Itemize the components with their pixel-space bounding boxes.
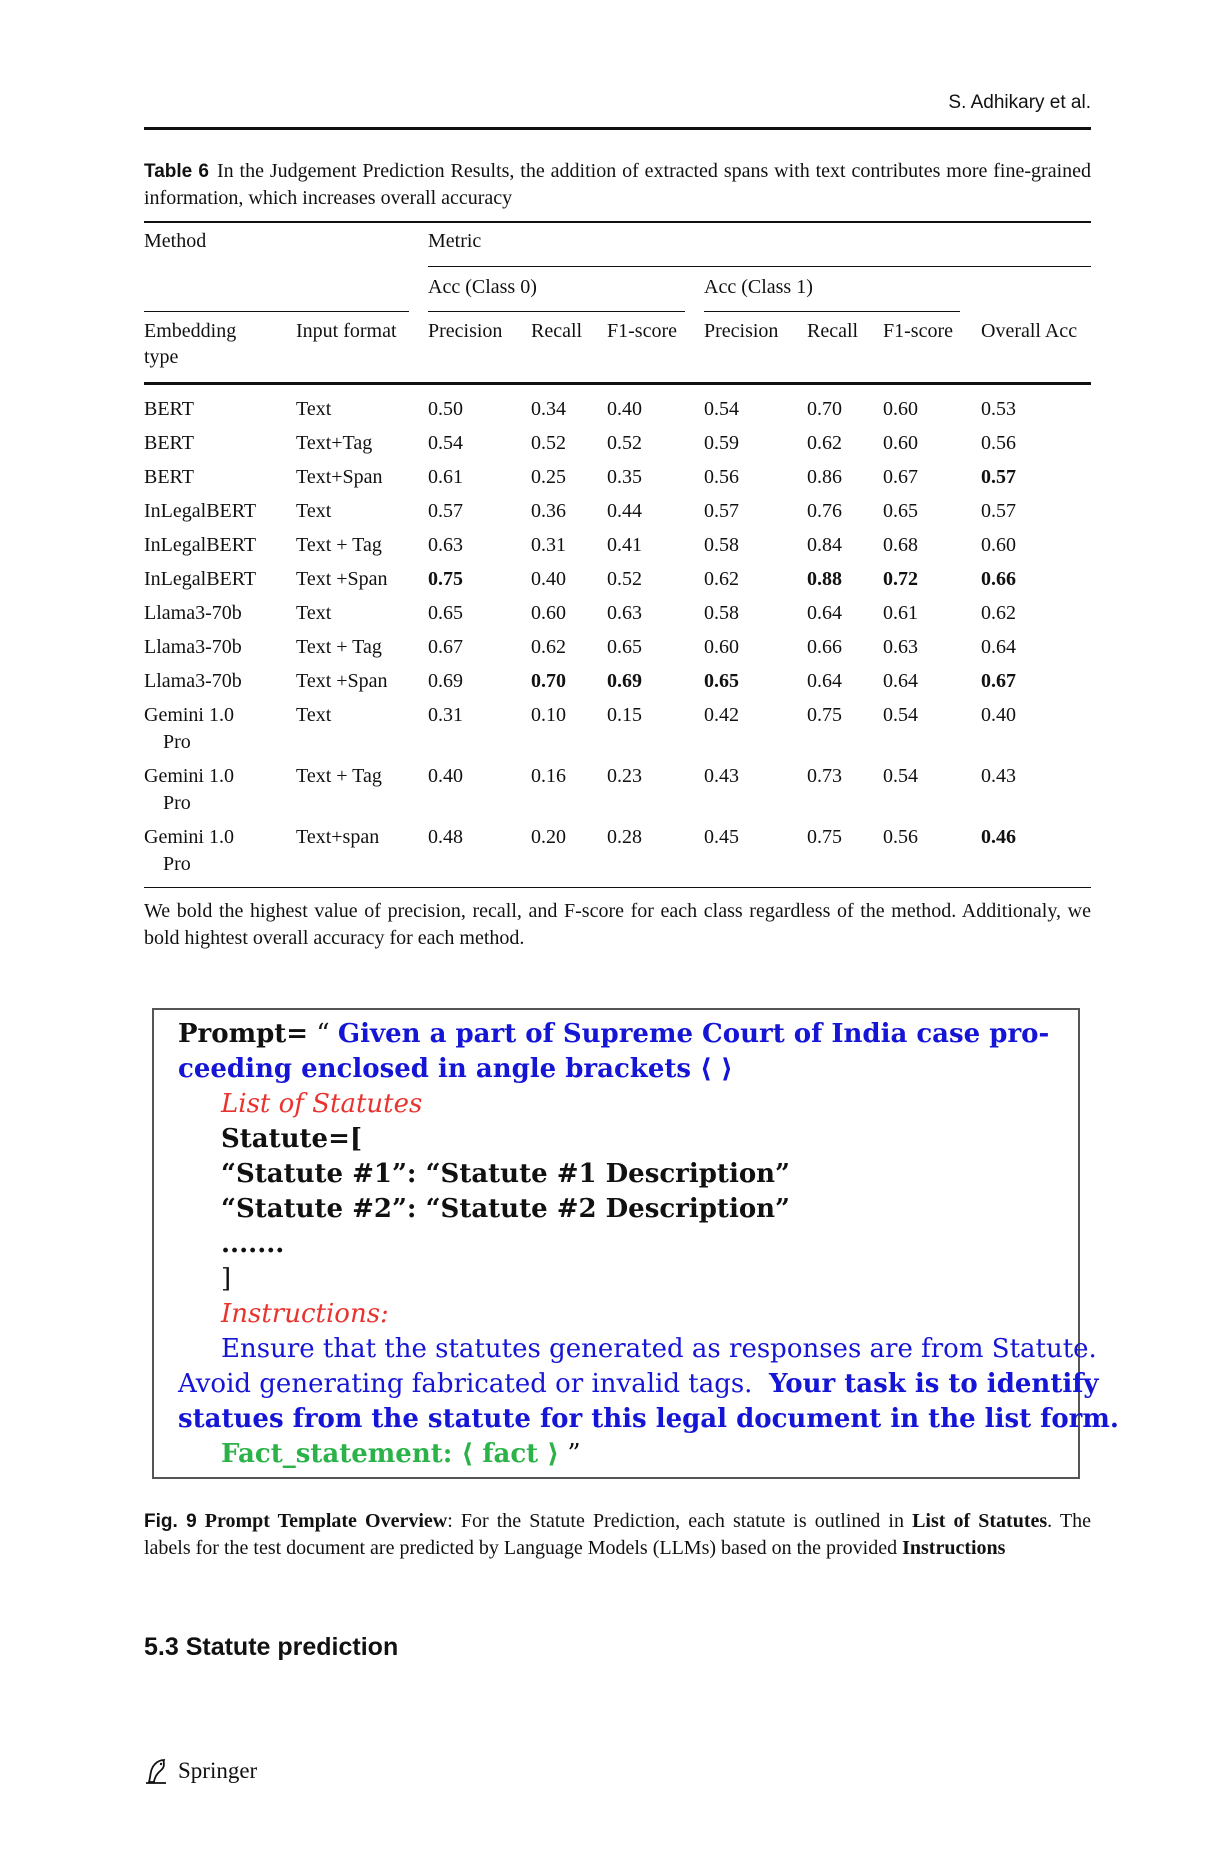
cell-value: 0.43 [704, 765, 739, 787]
cell-value: 0.45 [704, 826, 739, 848]
cell-method: Llama3-70b [144, 636, 242, 658]
cell-value: 0.57 [981, 500, 1016, 522]
cell-value: 0.56 [981, 432, 1016, 454]
table-caption-text: In the Judgement Prediction Results, the addition of extracted spans with text contributes more fine-grained information, which increases overall accuracy [144, 160, 1091, 209]
header-rule [144, 127, 1091, 130]
figure-bold-instructions: Instructions [902, 1537, 1006, 1559]
fact-line [221, 1437, 581, 1471]
cell-method: InLegalBERT [144, 568, 257, 590]
cell-value: 0.70 [807, 398, 842, 420]
cell-value: 0.54 [428, 432, 463, 454]
cell-method-cont: Pro [163, 853, 191, 875]
statute-1-line: “Statute #1”: “Statute #1 Description” [221, 1159, 791, 1189]
cell-input-format: Text + Tag [296, 534, 382, 556]
cell-value: 0.23 [607, 765, 642, 787]
cell-value: 0.44 [607, 500, 642, 522]
prompt-template-box [152, 1008, 1119, 1479]
cell-input-format: Text+span [296, 826, 380, 848]
cell-value: 0.64 [883, 670, 918, 692]
cell-value: 0.65 [883, 500, 918, 522]
cell-value: 0.60 [883, 432, 918, 454]
header-input-format: Input format [296, 320, 397, 342]
cell-value: 0.62 [807, 432, 842, 454]
cell-value: 0.67 [981, 670, 1016, 692]
cell-value: 0.31 [531, 534, 566, 556]
cell-value: 0.60 [883, 398, 918, 420]
cell-method-cont: Pro [163, 792, 191, 814]
cell-value: 0.75 [807, 704, 842, 726]
cell-value: 0.40 [428, 765, 463, 787]
cell-value: 0.42 [704, 704, 739, 726]
cell-value: 0.68 [883, 534, 918, 556]
method-rule [144, 311, 409, 312]
table-bottom-rule [144, 887, 1091, 888]
cell-method: BERT [144, 398, 194, 420]
footer [144, 1757, 257, 1785]
figure-text-1: : For the Statute Prediction, each statute is outlined in [447, 1510, 913, 1532]
cell-value: 0.35 [607, 466, 642, 488]
cell-value: 0.63 [883, 636, 918, 658]
cell-value: 0.65 [607, 636, 642, 658]
cell-value: 0.84 [807, 534, 842, 556]
cell-value: 0.46 [981, 826, 1016, 848]
header-recall-0: Recall [531, 320, 583, 342]
cell-value: 0.63 [428, 534, 463, 556]
cell-method-cont: Pro [163, 731, 191, 753]
cell-method: Llama3-70b [144, 670, 242, 692]
cell-value: 0.16 [531, 765, 566, 787]
cell-value: 0.56 [883, 826, 918, 848]
cell-value: 0.57 [981, 466, 1016, 488]
section-heading: 5.3 Statute prediction [144, 1633, 399, 1661]
class1-rule [704, 311, 960, 312]
cell-value: 0.65 [428, 602, 463, 624]
cell-value: 0.20 [531, 826, 566, 848]
header-method: Method [144, 230, 207, 252]
table-label: Table 6 [144, 161, 209, 182]
table-top-rule [144, 221, 1091, 223]
prompt-intro-1: Given a part of Supreme Court of India case pro- [337, 1019, 1050, 1049]
cell-value: 0.58 [704, 534, 739, 556]
instructions-heading: Instructions: [221, 1299, 389, 1329]
cell-value: 0.61 [883, 602, 918, 624]
cell-value: 0.40 [981, 704, 1016, 726]
cell-value: 0.58 [704, 602, 739, 624]
table-caption [144, 158, 1091, 212]
cell-value: 0.15 [607, 704, 642, 726]
header-acc-class1: Acc (Class 1) [704, 276, 813, 298]
cell-value: 0.63 [607, 602, 642, 624]
cell-value: 0.43 [981, 765, 1016, 787]
header-precision-1: Precision [704, 320, 779, 342]
header-metric: Metric [428, 230, 482, 252]
header-acc-class0: Acc (Class 0) [428, 276, 537, 298]
cell-value: 0.62 [704, 568, 739, 590]
cell-value: 0.52 [607, 568, 642, 590]
prompt-intro-2: ceeding enclosed in angle brackets ⟨ ⟩ [178, 1054, 733, 1084]
cell-value: 0.52 [531, 432, 566, 454]
footer-publisher: Springer [178, 1758, 258, 1783]
cell-method: InLegalBERT [144, 500, 257, 522]
statute-ellipsis: ....... [221, 1229, 285, 1259]
prompt-open-quote: “ [316, 1019, 330, 1049]
instruction-line-1: Ensure that the statutes generated as responses are from Statute. [221, 1334, 1097, 1364]
running-head: S. Adhikary et al. [948, 92, 1091, 113]
cell-value: 0.61 [428, 466, 463, 488]
header-bottom-rule [144, 382, 1091, 385]
cell-value: 0.56 [704, 466, 739, 488]
cell-value: 0.54 [704, 398, 739, 420]
cell-value: 0.59 [704, 432, 739, 454]
cell-method: InLegalBERT [144, 534, 257, 556]
figure-bold-list: List of Statutes [912, 1510, 1048, 1532]
header-embedding-type: Embedding type [144, 320, 237, 368]
cell-value: 0.67 [883, 466, 918, 488]
cell-value: 0.64 [807, 670, 842, 692]
cell-value: 0.54 [883, 765, 918, 787]
prompt-prefix: Prompt= [178, 1019, 309, 1049]
cell-value: 0.64 [981, 636, 1016, 658]
metric-rule [428, 266, 1091, 267]
cell-value: 0.86 [807, 466, 842, 488]
cell-input-format: Text +Span [296, 670, 388, 692]
cell-input-format: Text+Span [296, 466, 383, 488]
cell-method: BERT [144, 466, 194, 488]
cell-method: BERT [144, 432, 194, 454]
instruction-line-3: statues from the statute for this legal document in the list form. [178, 1404, 1119, 1434]
cell-value: 0.64 [807, 602, 842, 624]
cell-method: Llama3-70b [144, 602, 242, 624]
cell-value: 0.60 [981, 534, 1016, 556]
cell-value: 0.34 [531, 398, 566, 420]
cell-value: 0.40 [531, 568, 566, 590]
cell-input-format: Text [296, 704, 332, 726]
figure-caption [144, 1508, 1091, 1562]
cell-value: 0.62 [981, 602, 1016, 624]
cell-value: 0.60 [704, 636, 739, 658]
cell-value: 0.69 [607, 670, 642, 692]
cell-value: 0.48 [428, 826, 463, 848]
cell-value: 0.28 [607, 826, 642, 848]
springer-horse-icon [144, 1757, 170, 1785]
cell-value: 0.57 [428, 500, 463, 522]
header-precision-0: Precision [428, 320, 503, 342]
cell-value: 0.65 [704, 670, 739, 692]
prompt-close-quote: ” [567, 1439, 581, 1469]
cell-input-format: Text +Span [296, 568, 388, 590]
fact-statement: Fact_statement: ⟨ fact ⟩ [221, 1439, 560, 1469]
cell-input-format: Text + Tag [296, 636, 382, 658]
cell-value: 0.73 [807, 765, 842, 787]
cell-value: 0.60 [531, 602, 566, 624]
figure-label: Fig. 9 [144, 1511, 197, 1532]
cell-value: 0.50 [428, 398, 463, 420]
cell-value: 0.36 [531, 500, 566, 522]
header-overall-acc: Overall Acc [981, 320, 1078, 342]
cell-value: 0.62 [531, 636, 566, 658]
cell-method: Gemini 1.0 [144, 826, 234, 848]
cell-value: 0.66 [981, 568, 1016, 590]
cell-input-format: Text + Tag [296, 765, 382, 787]
cell-input-format: Text [296, 602, 332, 624]
cell-value: 0.57 [704, 500, 739, 522]
cell-value: 0.25 [531, 466, 566, 488]
table-note: We bold the highest value of precision, recall, and F-score for each class regardless of the method. Additionaly, we bold hightest overall accuracy for each method. [144, 900, 1091, 949]
cell-value: 0.52 [607, 432, 642, 454]
cell-value: 0.88 [807, 568, 842, 590]
cell-value: 0.76 [807, 500, 842, 522]
prompt-line-1 [178, 1017, 1049, 1051]
cell-input-format: Text [296, 500, 332, 522]
figure-bold-title: Prompt Template Overview [204, 1510, 448, 1532]
cell-value: 0.67 [428, 636, 463, 658]
cell-value: 0.69 [428, 670, 463, 692]
cell-value: 0.66 [807, 636, 842, 658]
cell-method: Gemini 1.0 [144, 765, 234, 787]
header-f1-0: F1-score [607, 320, 677, 342]
header-recall-1: Recall [807, 320, 859, 342]
instruction-avoid: Avoid generating fabricated or invalid tags. [178, 1369, 753, 1399]
list-of-statutes-heading: List of Statutes [221, 1089, 423, 1119]
cell-value: 0.53 [981, 398, 1016, 420]
cell-method: Gemini 1.0 [144, 704, 234, 726]
statute-2-line: “Statute #2”: “Statute #2 Description” [221, 1194, 791, 1224]
statute-open: Statute=[ [221, 1124, 363, 1154]
cell-value: 0.41 [607, 534, 642, 556]
cell-value: 0.75 [807, 826, 842, 848]
instruction-line-2 [178, 1367, 1099, 1401]
cell-value: 0.40 [607, 398, 642, 420]
cell-value: 0.72 [883, 568, 918, 590]
cell-value: 0.75 [428, 568, 463, 590]
cell-value: 0.10 [531, 704, 566, 726]
cell-value: 0.70 [531, 670, 566, 692]
cell-input-format: Text [296, 398, 332, 420]
figure-text-2: . The labels for the test document are predicted by Language Models (LLMs) based on the provided [144, 1510, 1092, 1559]
instruction-task: Your task is to identify [768, 1369, 1099, 1399]
cell-input-format: Text+Tag [296, 432, 373, 454]
class0-rule [428, 311, 685, 312]
statute-close: ] [221, 1264, 232, 1294]
header-f1-1: F1-score [883, 320, 953, 342]
cell-value: 0.31 [428, 704, 463, 726]
cell-value: 0.54 [883, 704, 918, 726]
